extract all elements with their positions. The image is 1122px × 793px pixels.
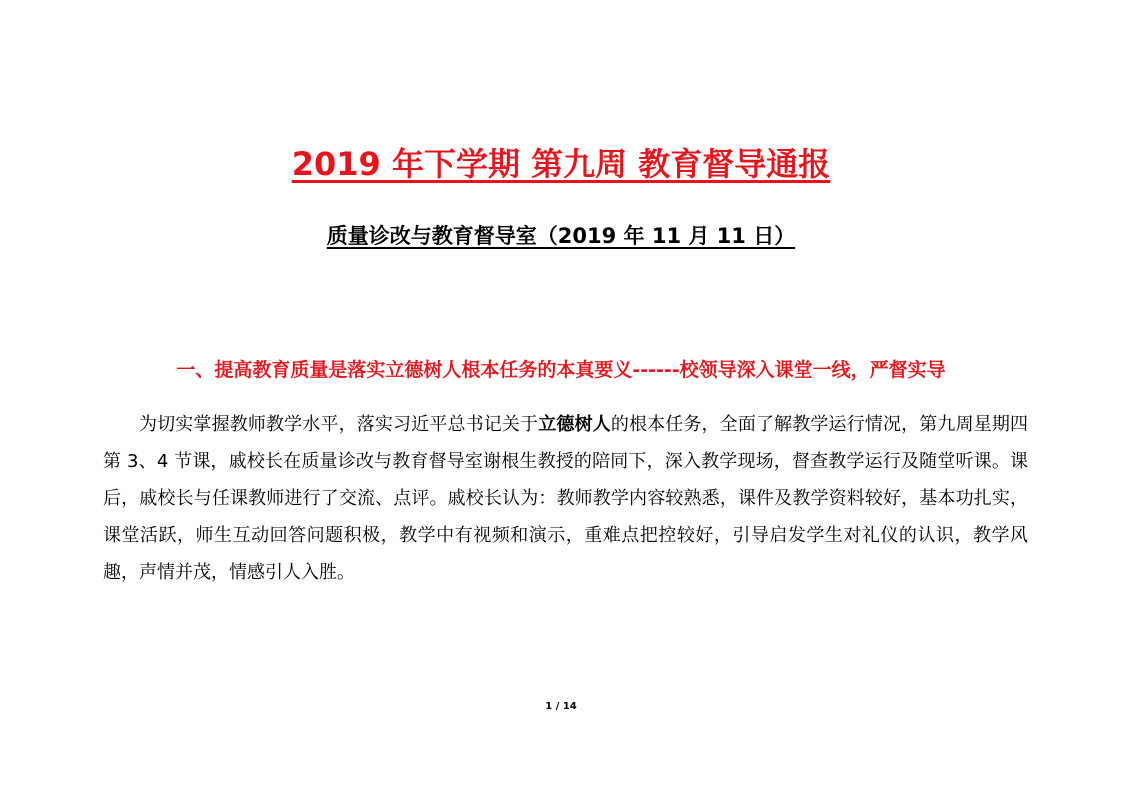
body-paragraph: [103, 406, 1028, 591]
paragraph-bold-phrase: 立德树人: [538, 414, 611, 435]
paragraph-part-2: 的根本任务，全面了解教学运行情况，第九周星期四第 3、4 节课，戚校长在质量诊改与教育督导室谢根生教授的陪同下，深入教学现场，督查教学运行及随堂听课。课后，戚校长与任课教师进行了交流、点评。戚校长认为：教师教学内容较熟悉，课件及教学资料较好，基本功扎实，课堂活跃，师生互动回答问题积极，教学中有视频和演示，重难点把控较好，引导启发学生对礼仪的认识，教学风趣，声情并茂，情感引人入胜。: [103, 414, 1029, 583]
page-number: 1 / 14: [545, 701, 577, 712]
section-heading: 一、提高教育质量是落实立德树人根本任务的本真要义------校领导深入课堂一线，严督实导: [176, 359, 946, 381]
document-subtitle-text: 质量诊改与教育督导室（2019 年 11 月 11 日）: [326, 224, 796, 248]
paragraph-part-1: 为切实掌握教师教学水平，落实习近平总书记关于: [139, 414, 539, 435]
document-title: [0, 141, 1122, 187]
document-title-text: 2019 年下学期 第九周 教育督导通报: [291, 145, 831, 183]
document-subtitle: [0, 219, 1122, 253]
